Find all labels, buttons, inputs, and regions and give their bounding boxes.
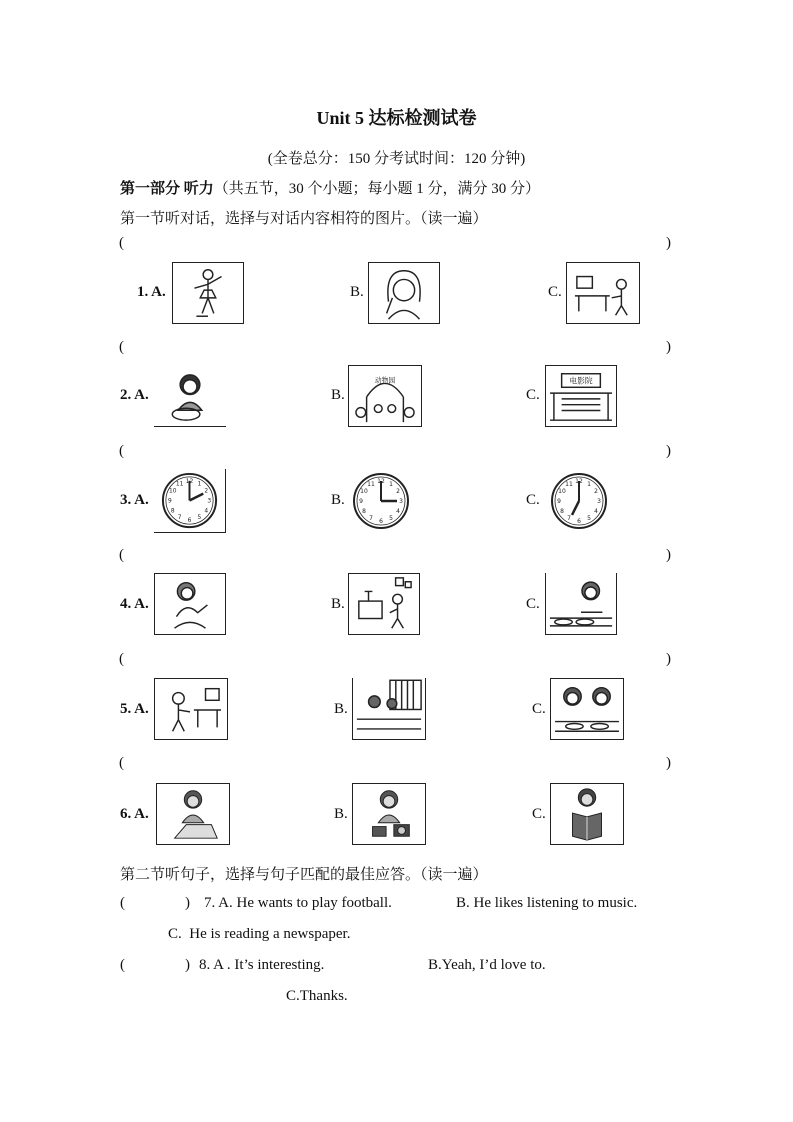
q7-stem: 7. A. He wants to play football. (204, 895, 392, 911)
answer-paren-open-6: ( (119, 755, 124, 771)
answer-paren-open-4: ( (119, 547, 124, 563)
svg-text:2: 2 (396, 488, 400, 495)
svg-text:10: 10 (360, 488, 368, 495)
page-title: Unit 5 达标检测试卷 (316, 108, 477, 128)
zoo-sign-text: 动物园 (374, 376, 396, 385)
svg-text:11: 11 (367, 481, 375, 488)
q4-option-c-picture (545, 573, 617, 635)
answer-paren-close-1: ) (666, 235, 671, 251)
svg-text:12: 12 (377, 478, 385, 485)
q1-option-c-picture (566, 262, 640, 324)
svg-text:4: 4 (204, 508, 209, 515)
q3-option-c-clock-picture (543, 469, 615, 533)
svg-text:8: 8 (560, 508, 564, 515)
svg-text:5: 5 (197, 515, 202, 522)
q7-answer-blank[interactable]: ( ) (120, 895, 190, 911)
q2-option-a-picture (154, 365, 226, 427)
q3-option-b-clock-picture (345, 469, 417, 533)
q1-option-a-picture (172, 262, 244, 324)
q8-option-b: B.Yeah, I’d love to. (428, 957, 546, 973)
answer-paren-close-3: ) (666, 443, 671, 459)
q3-option-a-clock-picture (154, 469, 226, 533)
q3-label-a: 3. A. (120, 492, 149, 508)
q7-option-c: C. He is reading a newspaper. (168, 926, 351, 942)
svg-text:2: 2 (594, 488, 598, 495)
q2-option-b-picture (348, 365, 422, 427)
svg-text:7: 7 (177, 515, 182, 522)
section1-instruction: 第一节听对话，选择与对话内容相符的图片。（读一遍） (120, 211, 488, 227)
svg-text:7: 7 (369, 515, 373, 522)
svg-text:8: 8 (362, 508, 366, 515)
svg-text:6: 6 (379, 518, 383, 525)
answer-paren-open-2: ( (119, 339, 124, 355)
svg-text:6: 6 (577, 518, 581, 525)
q4-label-a: 4. A. (120, 596, 149, 612)
q2-label-c: C. (526, 387, 540, 403)
q1-label-b: B. (350, 284, 364, 300)
page-subtitle: (全卷总分：150 分考试时间：120 分钟) (267, 151, 526, 167)
q8-answer-blank[interactable]: ( ) (120, 957, 190, 973)
svg-text:7: 7 (567, 515, 571, 522)
svg-text:2: 2 (204, 488, 209, 495)
answer-paren-close-6: ) (666, 755, 671, 771)
q4-label-c: C. (526, 596, 540, 612)
q4-option-b-picture (348, 573, 420, 635)
q8-option-c: C.Thanks. (286, 988, 348, 1004)
q5-label-c: C. (532, 701, 546, 717)
svg-text:10: 10 (558, 488, 566, 495)
q6-option-a-picture (156, 783, 230, 845)
answer-paren-close-2: ) (666, 339, 671, 355)
answer-paren-open-5: ( (119, 651, 124, 667)
svg-text:12: 12 (185, 478, 194, 485)
svg-text:9: 9 (557, 498, 561, 505)
part1-heading (120, 177, 540, 198)
q6-label-c: C. (532, 806, 546, 822)
svg-text:9: 9 (167, 498, 172, 505)
svg-text:8: 8 (170, 508, 175, 515)
q5-option-c-picture (550, 678, 624, 740)
answer-paren-close-4: ) (666, 547, 671, 563)
svg-text:3: 3 (207, 498, 212, 505)
svg-text:9: 9 (359, 498, 363, 505)
q8-stem: 8. A . It’s interesting. (199, 957, 325, 973)
q5-label-b: B. (334, 701, 348, 717)
q3-label-b: B. (331, 492, 345, 508)
part1-heading-rest: （共五节，30 个小题；每小题 1 分，满分 30 分） (213, 181, 541, 197)
q4-label-b: B. (331, 596, 345, 612)
q4-option-a-picture (154, 573, 226, 635)
svg-text:5: 5 (587, 515, 591, 522)
q5-option-a-picture (154, 678, 228, 740)
q6-option-b-picture (352, 783, 426, 845)
cinema-sign-text: 电影院 (569, 376, 593, 386)
answer-paren-open-3: ( (119, 443, 124, 459)
q5-label-a: 5. A. (120, 701, 149, 717)
q1-option-b-picture (368, 262, 440, 324)
q6-label-b: B. (334, 806, 348, 822)
q3-label-c: C. (526, 492, 540, 508)
svg-text:10: 10 (169, 488, 177, 495)
svg-text:11: 11 (175, 481, 184, 488)
q7-option-b: B. He likes listening to music. (456, 895, 638, 911)
q2-label-a: 2. A. (120, 387, 149, 403)
q1-label-c: C. (548, 284, 562, 300)
answer-paren-open-1: ( (119, 235, 124, 251)
answer-paren-close-5: ) (666, 651, 671, 667)
svg-text:5: 5 (389, 515, 393, 522)
svg-text:1: 1 (197, 481, 202, 488)
svg-text:3: 3 (399, 498, 403, 505)
svg-text:11: 11 (565, 481, 573, 488)
svg-text:1: 1 (587, 481, 591, 488)
svg-text:3: 3 (597, 498, 601, 505)
svg-text:4: 4 (594, 508, 598, 515)
svg-text:12: 12 (575, 478, 583, 485)
svg-text:6: 6 (187, 518, 192, 525)
q6-option-c-picture (550, 783, 624, 845)
q2-label-b: B. (331, 387, 345, 403)
section2-instruction: 第二节听句子，选择与句子匹配的最佳应答。（读一遍） (120, 867, 488, 883)
svg-text:4: 4 (396, 508, 400, 515)
q1-label-a: 1. A. (137, 284, 166, 300)
q6-label-a: 6. A. (120, 806, 149, 822)
q5-option-b-picture (352, 678, 426, 740)
q2-option-c-picture (545, 365, 617, 427)
svg-text:1: 1 (389, 481, 393, 488)
part1-heading-bold: 第一部分 听力 (120, 181, 214, 197)
